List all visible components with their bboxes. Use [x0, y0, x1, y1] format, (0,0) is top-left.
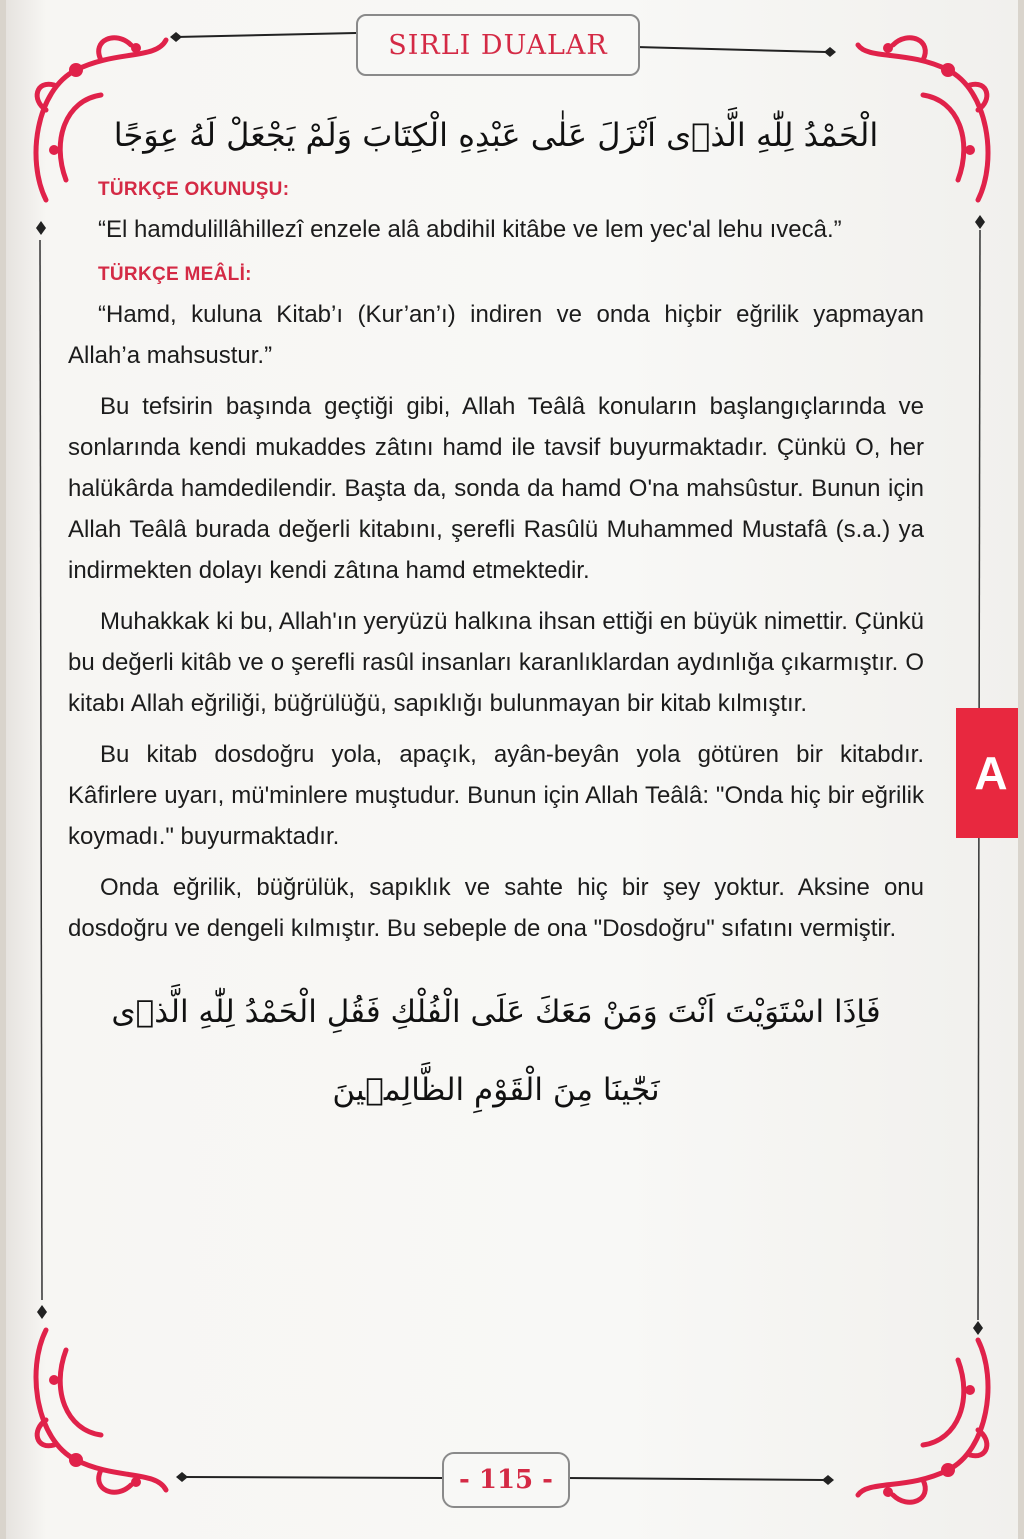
section-tab-letter: A [974, 747, 1008, 799]
arabic-verse-2-line-1: فَاِذَا اسْتَوَيْتَ اَنْتَ وَمَنْ مَعَكَ عَلَى الْفُلْكِ فَقُلِ الْحَمْدُ لِلّٰهِ الَّذٖى [111, 994, 881, 1031]
paragraph-2: Muhakkak ki bu, Allah'ın yeryüzü halkına ihsan ettiği en büyük nimettir. Çünkü bu değerli kitâb ve o şerefli rasûl insanları karanlıklardan aydınlığa çıkarmıştır. O kitabı Allah eğriliği, büğrülüğü, sapıklığı bulunmayan bir kitab kılmıştır. [68, 608, 924, 718]
arabic-verse-2-line-2: نَجّٰينَا مِنَ الْقَوْمِ الظَّالِمٖينَ [332, 1072, 660, 1109]
transliteration-label: TÜRKÇE OKUNUŞU: [98, 179, 290, 201]
arabic-verse-1: الْحَمْدُ لِلّٰهِ الَّذٖى اَنْزَلَ عَلٰى عَبْدِهِ الْكِتَابَ وَلَمْ يَجْعَلْ لَهُ عِوَجًا [113, 116, 879, 154]
paragraph-4: Onda eğrilik, büğrülük, sapıklık ve sahte hiç bir şey yoktur. Aksine onu dosdoğru ve dengeli kılmıştır. Bu sebeple de ona "Dosdoğru" sıfatını vermiştir. [68, 874, 924, 943]
book-page [6, 0, 1018, 1539]
paragraph-1: Bu tefsirin başında geçtiği gibi, Allah Teâlâ konuların başlangıçlarında ve sonlarında kendi mukaddes zâtını hamd ile tavsif buyurmaktadır. Çünkü O, her halükârda hamdedilendir. Başta da, sonda da hamd O'na mahsûstur. Bunun için Allah Teâlâ burada değerli kitabını, şerefli Rasûlü Muhammed Mustafâ (s.a.) ya indirmekten dolayı kendi zâtına hamd etmektedir. [68, 393, 924, 585]
page-number: - 115 - [459, 1465, 553, 1495]
page-header-title: SIRLI DUALAR [388, 29, 608, 61]
meaning-label: TÜRKÇE MEÂLİ: [98, 264, 252, 286]
paragraph-3: Bu kitab dosdoğru yola, apaçık, ayân-beyân yola götüren bir kitabdır. Kâfirlere uyarı, mü'minlere muştudur. Bunun için Allah Teâlâ: "Onda hiç bir eğrilik koymadı." buyurmaktadır. [68, 741, 924, 851]
header-title-box [356, 14, 640, 76]
page-number-box [442, 1452, 570, 1508]
meaning-text: “Hamd, kuluna Kitab’ı (Kur’an’ı) indiren ve onda hiçbir eğrilik yapmayan Allah’a mahsustur.” [68, 301, 924, 370]
section-tab-a [956, 708, 1018, 838]
arabic-verse-2 [68, 973, 924, 1129]
transliteration-text: “El hamdulillâhillezî enzele alâ abdihil kitâbe ve lem yec'al lehu ıvecâ.” [98, 216, 842, 244]
page-content [68, 110, 924, 1129]
